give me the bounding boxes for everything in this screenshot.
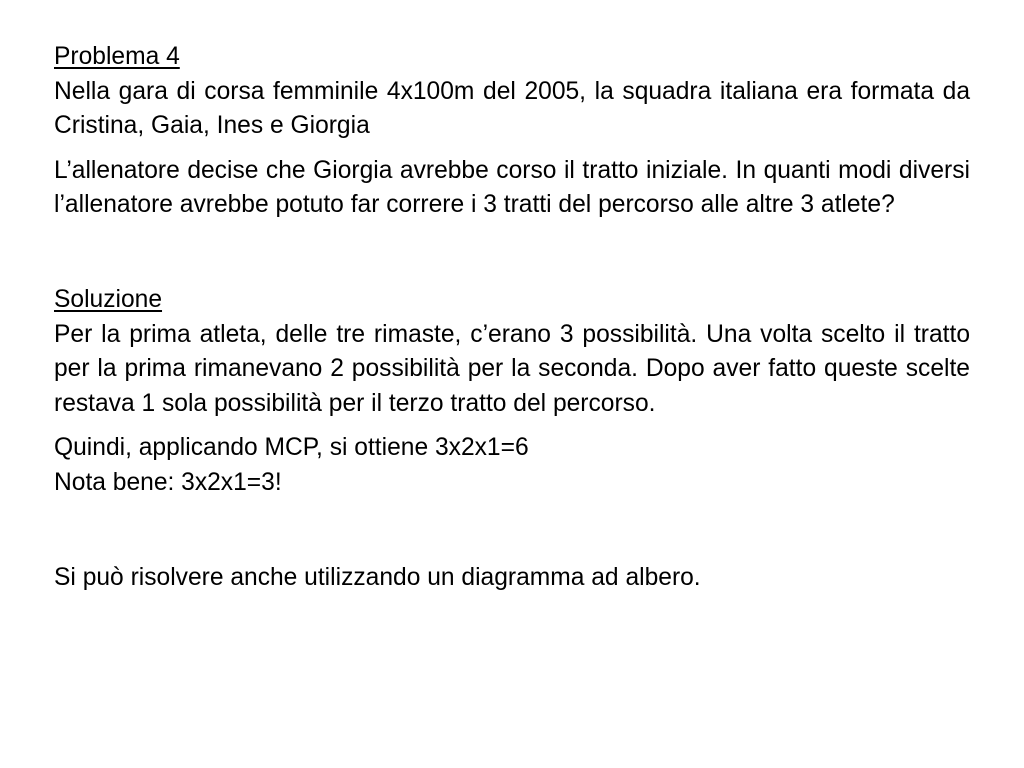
solution-note: Nota bene: 3x2x1=3! — [54, 468, 282, 496]
spacer — [54, 223, 970, 283]
problem-heading: Problema 4 — [54, 43, 180, 70]
spacer — [54, 421, 970, 431]
problem-question: L’allenatore decise che Giorgia avrebbe corso il tratto iniziale. In quanti modi diversi l’allenatore avrebbe potuto far correre i 3 tratti del percorso alle altre 3 atlete? — [54, 156, 970, 219]
spacer — [54, 501, 970, 561]
solution-result: Quindi, applicando MCP, si ottiene 3x2x1=6 — [54, 434, 529, 462]
slide-content — [54, 40, 970, 595]
solution-explanation: Per la prima atleta, delle tre rimaste, c’erano 3 possibilità. Una volta scelto il tratto per la prima rimanevano 2 possibilità per la seconda. Dopo aver fatto queste scelte restava 1 sola possibilità per il terzo tratto del percorso. — [54, 320, 970, 417]
solution-heading: Soluzione — [54, 285, 163, 313]
spacer — [54, 144, 970, 154]
solution-closing: Si può risolvere anche utilizzando un diagramma ad albero. — [54, 563, 701, 591]
problem-statement: Nella gara di corsa femminile 4x100m del 2005, la squadra italiana era formata da Cristina, Gaia, Ines e Giorgia — [54, 77, 970, 140]
